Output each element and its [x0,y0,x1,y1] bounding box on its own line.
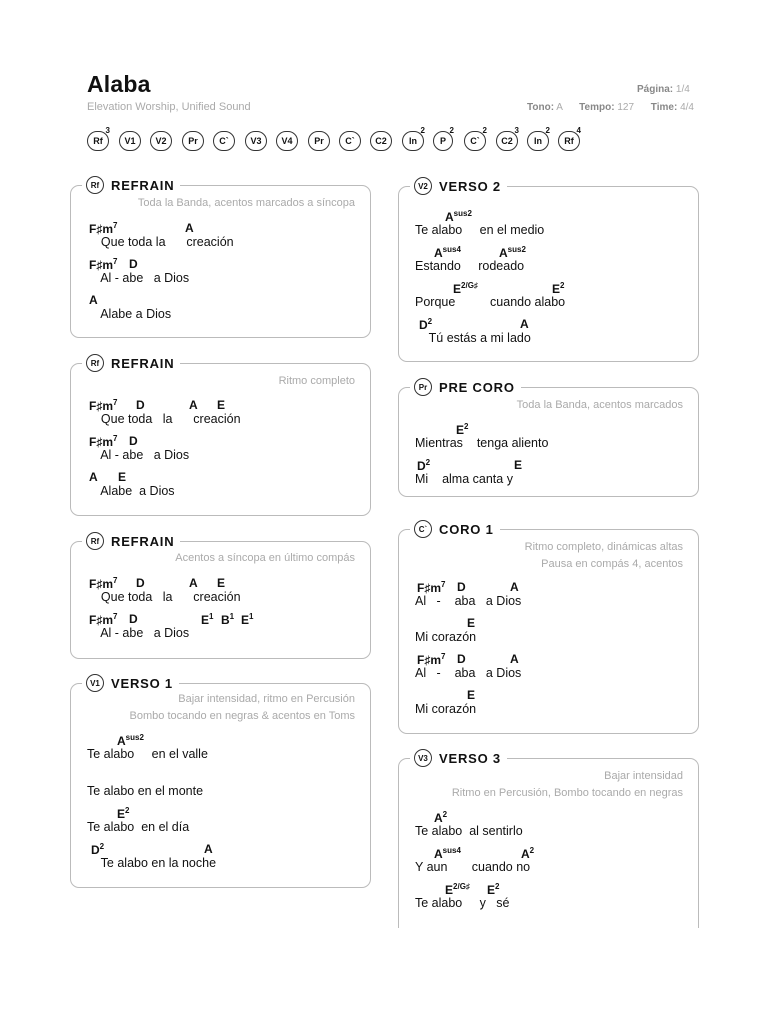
page-label: Página: [637,84,674,95]
chord-root: D [417,459,426,473]
flow-item-label: C2 [501,136,513,146]
chord [552,281,564,296]
flow-item-v4[interactable] [276,131,298,151]
flow-item-label: In [409,136,417,146]
song-artist: Elevation Worship, Unified Sound [87,101,251,113]
chord-extension: 2 [560,281,565,290]
chord-root: E [118,470,127,484]
chord [419,317,432,332]
lyric-line: Que toda la creación [87,235,234,249]
chord-extension: sus4 [442,245,461,254]
chord [241,612,253,627]
flow-item-label: P [439,136,446,146]
chord-root: D [129,434,138,448]
section-header [410,748,507,768]
chord-extension: sus2 [507,245,526,254]
chord-root: E [241,613,250,627]
chord [417,458,430,473]
chord [89,434,117,449]
lyric-line: Te alabo en la noche [87,856,217,870]
tempo-label: Tempo: [579,102,615,113]
flow-item-label: Pr [314,136,324,146]
chord-root: A [185,221,194,235]
chord-root: E [217,576,226,590]
chord-root: E [467,688,476,702]
flow-item-v2[interactable] [150,131,172,151]
lyric-line: Alabe a Dios [87,484,175,498]
chord-extension: 2 [442,810,448,819]
chord-root: D [457,580,466,594]
section-badge: V2 [414,177,432,195]
section-title: REFRAIN [111,533,175,549]
chord-root: A [521,847,530,861]
chord-extension: 2 [495,882,500,891]
chord-root: B [221,613,230,627]
flow-item-in[interactable] [402,126,425,151]
chord [221,612,234,627]
flow-item-count: 3 [105,126,110,135]
chord [445,209,472,224]
chord-root: A [434,847,443,861]
chord [417,580,445,595]
chord [117,733,144,748]
lyric-line: Al - aba a Dios [415,594,522,608]
flow-item-label: Rf [93,136,103,146]
chord [510,580,519,594]
chord [453,281,478,296]
chord-root: D [136,398,145,412]
chord-extension: 1 [229,612,235,621]
flow-item-label: C` [470,136,480,146]
chord-root: A [204,842,213,856]
chord-extension: 2 [425,458,431,467]
chord [514,458,522,472]
lyric-line: Mientras tenga aliento [415,436,549,450]
chord-extension: 7 [113,612,118,621]
flow-item-cc[interactable] [339,131,361,151]
chord-extension: 7 [113,221,118,230]
chord-root: F♯m [89,399,113,413]
flow-item-label: V3 [250,136,262,146]
section-note: Ritmo completo, dinámicas altas [524,541,683,553]
chord-root: F♯m [417,581,441,595]
time-value: 4/4 [680,102,694,113]
flow-item-in[interactable] [527,126,550,151]
flow-item-label: Pr [188,136,198,146]
flow-item-rf[interactable] [87,126,110,151]
flow-item-v3[interactable] [245,131,267,151]
chord-root: A [510,580,519,594]
section-title: REFRAIN [111,177,175,193]
section-title: CORO 1 [439,521,494,537]
flow-item-c2[interactable] [370,131,392,151]
chord-extension: 7 [113,576,118,585]
chord-extension: 2 [464,422,469,431]
chord [457,652,466,666]
chord-extension: sus4 [442,846,461,855]
section-header [410,176,507,196]
chord-root: D [91,843,100,857]
lyric-line: Tú estás a mi lado [415,331,531,345]
chord [89,398,117,413]
chord [499,245,526,260]
lyric-line: Te alabo en el monte [87,784,204,798]
chord-root: A [89,470,98,484]
section-note: Toda la Banda, acentos marcados [516,399,683,411]
chord [136,398,145,412]
section-title: VERSO 1 [111,675,173,691]
section-title: VERSO 2 [439,178,501,194]
chord [89,612,117,627]
chord [510,652,519,666]
chord [89,293,98,307]
chord [118,470,126,484]
lyric-line: Te alabo en el día [87,820,190,834]
flow-item-v1[interactable] [119,131,141,151]
flow-item-pr[interactable] [182,131,204,151]
chord-extension: 2 [125,806,130,815]
chord [434,245,461,260]
chord [217,398,225,412]
chord [129,434,138,448]
section-badge: Rf [86,354,104,372]
section-header [82,175,180,195]
chord-root: F♯m [89,613,113,627]
chord-root: A [445,210,454,224]
chord-extension: 2 [529,846,535,855]
chord [457,580,466,594]
chord-extension: sus2 [453,209,472,218]
chord [89,221,117,236]
chord-root: E [445,883,454,897]
section-note: Pausa en compás 4, acentos [541,558,683,570]
chord [204,842,213,856]
chord [434,846,461,861]
chord-extension: 7 [441,652,446,661]
chord-extension: 7 [113,398,118,407]
section-badge: C` [414,520,432,538]
lyric-line: Te alabo en el medio [415,223,545,237]
chord [467,688,475,702]
section-note: Toda la Banda, acentos marcados a síncopa [137,197,355,209]
lyric-line: Te alabo al sentirlo [415,824,523,838]
chord [456,422,468,437]
chord-root: E [487,883,496,897]
chord-root: E [456,423,465,437]
chord [129,612,138,626]
time-label: Time: [650,102,678,113]
song-meta [527,102,694,113]
lyric-line: Al - abe a Dios [87,626,190,640]
chord-root: E [467,616,476,630]
chord [487,882,499,897]
lyric-line: Y aun cuando no [415,860,531,874]
chord-root: F♯m [417,653,441,667]
flow-item-count: 2 [420,126,425,135]
chord-root: D [129,612,138,626]
chord [185,221,194,235]
chord [136,576,145,590]
section-badge: Rf [86,176,104,194]
flow-item-pr[interactable] [308,131,330,151]
section-header [410,519,500,539]
flow-item-label: C2 [375,136,387,146]
tempo-value: 127 [617,102,635,113]
section-title: REFRAIN [111,355,175,371]
chord [201,612,213,627]
lyric-line: Al - aba a Dios [415,666,522,680]
chord-extension: 2 [427,317,433,326]
chord-extension: 7 [113,257,118,266]
chord-root: A [434,811,443,825]
chord-extension: sus2 [125,733,144,742]
flow-item-count: 4 [576,126,581,135]
chord-root: F♯m [89,258,113,272]
flow-item-count: 3 [514,126,519,135]
chord [417,652,445,667]
chord-root: A [510,652,519,666]
chord-extension: 1 [249,612,254,621]
section-badge: V1 [86,674,104,692]
chord [434,810,447,825]
chord-root: D [129,257,138,271]
chord-root: A [117,734,126,748]
chord [89,576,117,591]
section-note: Bajar intensidad, ritmo en Percusión [178,693,355,705]
lyric-line: Al - abe a Dios [87,448,190,462]
section-header [82,531,180,551]
chord-extension: 2/G♯ [461,281,478,290]
lyric-line: Porque cuando alabo [415,295,566,309]
chord-root: F♯m [89,435,113,449]
chord-root: E [217,398,226,412]
section-badge: V3 [414,749,432,767]
chord-root: D [457,652,466,666]
chord-root: E [117,807,126,821]
page-value: 1/4 [675,84,690,95]
chord [520,317,529,331]
chord-extension: 1 [209,612,214,621]
chord-root: F♯m [89,222,113,236]
chord [217,576,225,590]
lyric-line: Alabe a Dios [87,307,172,321]
chord-root: D [136,576,145,590]
flow-item-cc[interactable] [213,131,235,151]
flow-item-label: Rf [564,136,574,146]
chord [129,257,138,271]
chord [117,806,129,821]
chord [89,470,98,484]
chord-extension: 7 [113,434,118,443]
chord [467,616,475,630]
lyric-line: Mi corazón [415,630,477,644]
lyric-line: Te alabo y sé [415,896,510,910]
flow-item-rf[interactable] [558,126,581,151]
lyric-line: Te alabo en el valle [87,747,208,761]
chord-root: E [552,282,561,296]
section-header [410,377,521,397]
section-note: Ritmo completo [278,375,355,387]
flow-item-label: C` [345,136,355,146]
chord-root: A [89,293,98,307]
flow-item-label: V1 [124,136,136,146]
chord [445,882,470,897]
page-indicator [637,84,690,95]
section-header [82,353,180,373]
flow-item-label: In [534,136,542,146]
chord-root: A [434,246,443,260]
section-badge: Rf [86,532,104,550]
chord [89,257,117,272]
section-title: VERSO 3 [439,750,501,766]
lyric-line: Al - abe a Dios [87,271,190,285]
chord-root: A [189,398,198,412]
chord-root: A [499,246,508,260]
flow-item-label: V4 [281,136,293,146]
lyric-line: Mi alma canta y [415,472,513,486]
chord-root: E [453,282,462,296]
key-label: Tono: [527,102,555,113]
lyric-line: Que toda la creación [87,590,241,604]
section-title: PRE CORO [439,379,515,395]
key-value: A [556,102,563,113]
chord [91,842,104,857]
flow-item-cc[interactable] [464,126,487,151]
chord-root: F♯m [89,577,113,591]
chord [189,398,198,412]
chord-root: E [201,613,210,627]
chord-root: D [419,318,428,332]
chord-extension: 2 [99,842,105,851]
flow-item-count: 2 [449,126,454,135]
flow-item-count: 2 [545,126,550,135]
section-badge: Pr [414,378,432,396]
flow-item-p[interactable] [433,126,454,151]
flow-item-count: 2 [482,126,487,135]
lyric-line: Mi corazón [415,702,477,716]
chord-extension: 7 [441,580,446,589]
song-title: Alaba [87,71,151,97]
chord-extension: 2/G♯ [453,882,470,891]
chord-root: E [514,458,523,472]
lyric-line: Estando rodeado [415,259,525,273]
flow-item-label: V2 [155,136,167,146]
section-note: Ritmo en Percusión, Bombo tocando en negras [451,787,683,799]
section-note: Acentos a síncopa en último compás [175,552,355,564]
flow-item-label: C` [219,136,229,146]
chord [521,846,534,861]
lyric-line: Que toda la creación [87,412,241,426]
flow-item-c2[interactable] [496,126,519,151]
chord [189,576,198,590]
section-note: Bajar intensidad [604,770,683,782]
section-header [82,673,179,693]
section-note: Bombo tocando en negras & acentos en Toms [129,710,355,722]
chord-root: A [189,576,198,590]
chord-root: A [520,317,529,331]
